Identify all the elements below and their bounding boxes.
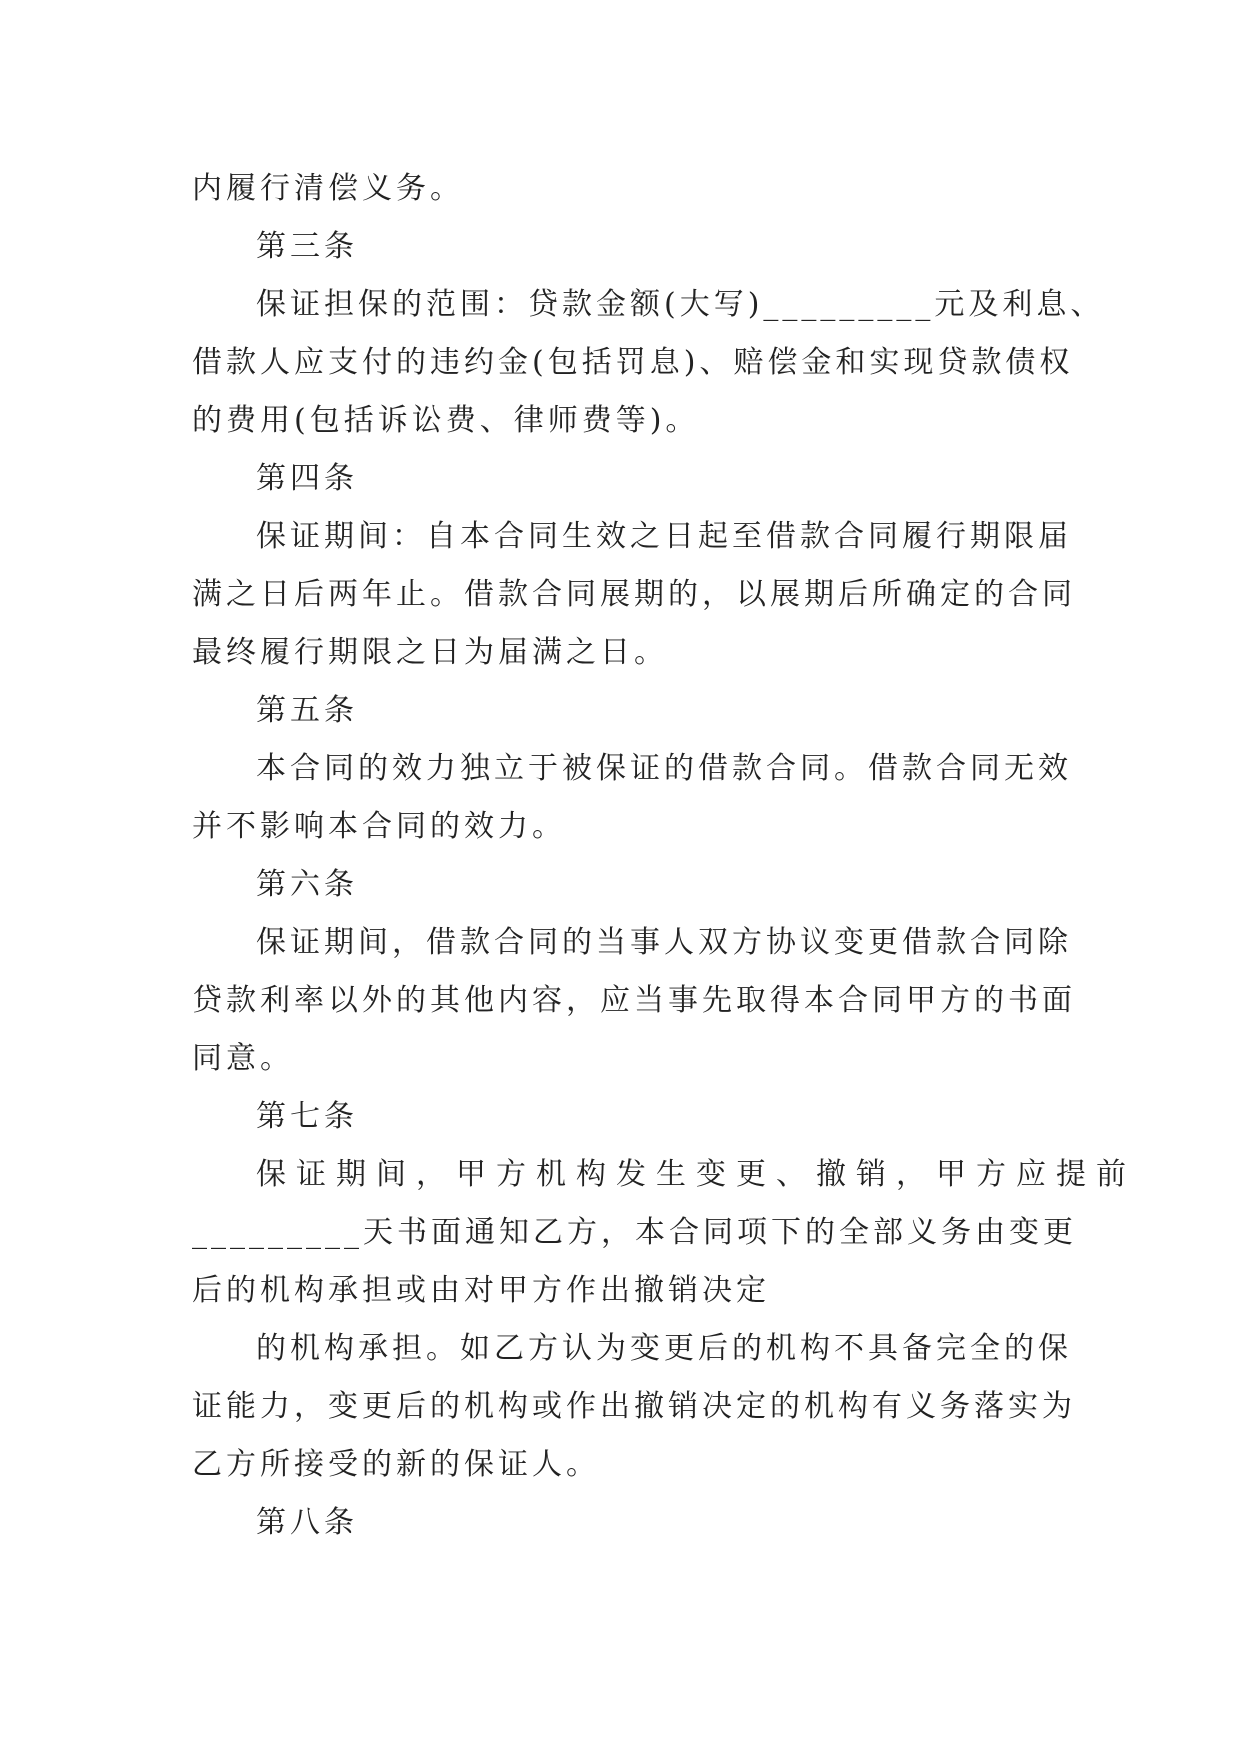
- article-heading-6: 第六条: [256, 867, 358, 902]
- text-line: 贷款利率以外的其他内容，应当事先取得本合同甲方的书面: [192, 983, 1076, 1018]
- text-line: 的费用(包括诉讼费、律师费等)。: [192, 403, 700, 438]
- text-line: 借款人应支付的违约金(包括罚息)、赔偿金和实现贷款债权: [192, 345, 1074, 380]
- text-line: 保证期间，甲方机构发生变更、撤销，甲方应提前: [256, 1157, 1136, 1192]
- article-heading-8: 第八条: [256, 1505, 358, 1540]
- text-line: 最终履行期限之日为届满之日。: [192, 635, 668, 670]
- text-line: 保证担保的范围：贷款金额(大写)_________元及利息、: [256, 287, 1105, 322]
- text-line: 保证期间，借款合同的当事人双方协议变更借款合同除: [256, 925, 1072, 960]
- text-line: 保证期间：自本合同生效之日起至借款合同履行期限届: [256, 519, 1072, 554]
- text-line: 内履行清偿义务。: [192, 171, 464, 206]
- text-line: 乙方所接受的新的保证人。: [192, 1447, 600, 1482]
- article-heading-4: 第四条: [256, 461, 358, 496]
- text-line: 满之日后两年止。借款合同展期的，以展期后所确定的合同: [192, 577, 1076, 612]
- text-line: 的机构承担。如乙方认为变更后的机构不具备完全的保: [256, 1331, 1072, 1366]
- article-heading-3: 第三条: [256, 229, 358, 264]
- contract-text: [192, 160, 1136, 1552]
- article-heading-5: 第五条: [256, 693, 358, 728]
- text-line: 本合同的效力独立于被保证的借款合同。借款合同无效: [256, 751, 1072, 786]
- text-line: 并不影响本合同的效力。: [192, 809, 566, 844]
- text-line: 同意。: [192, 1041, 294, 1076]
- text-line: 证能力，变更后的机构或作出撤销决定的机构有义务落实为: [192, 1389, 1076, 1424]
- text-line: 后的机构承担或由对甲方作出撤销决定: [192, 1273, 770, 1308]
- article-heading-7: 第七条: [256, 1099, 358, 1134]
- text-line: _________天书面通知乙方，本合同项下的全部义务由变更: [192, 1215, 1077, 1250]
